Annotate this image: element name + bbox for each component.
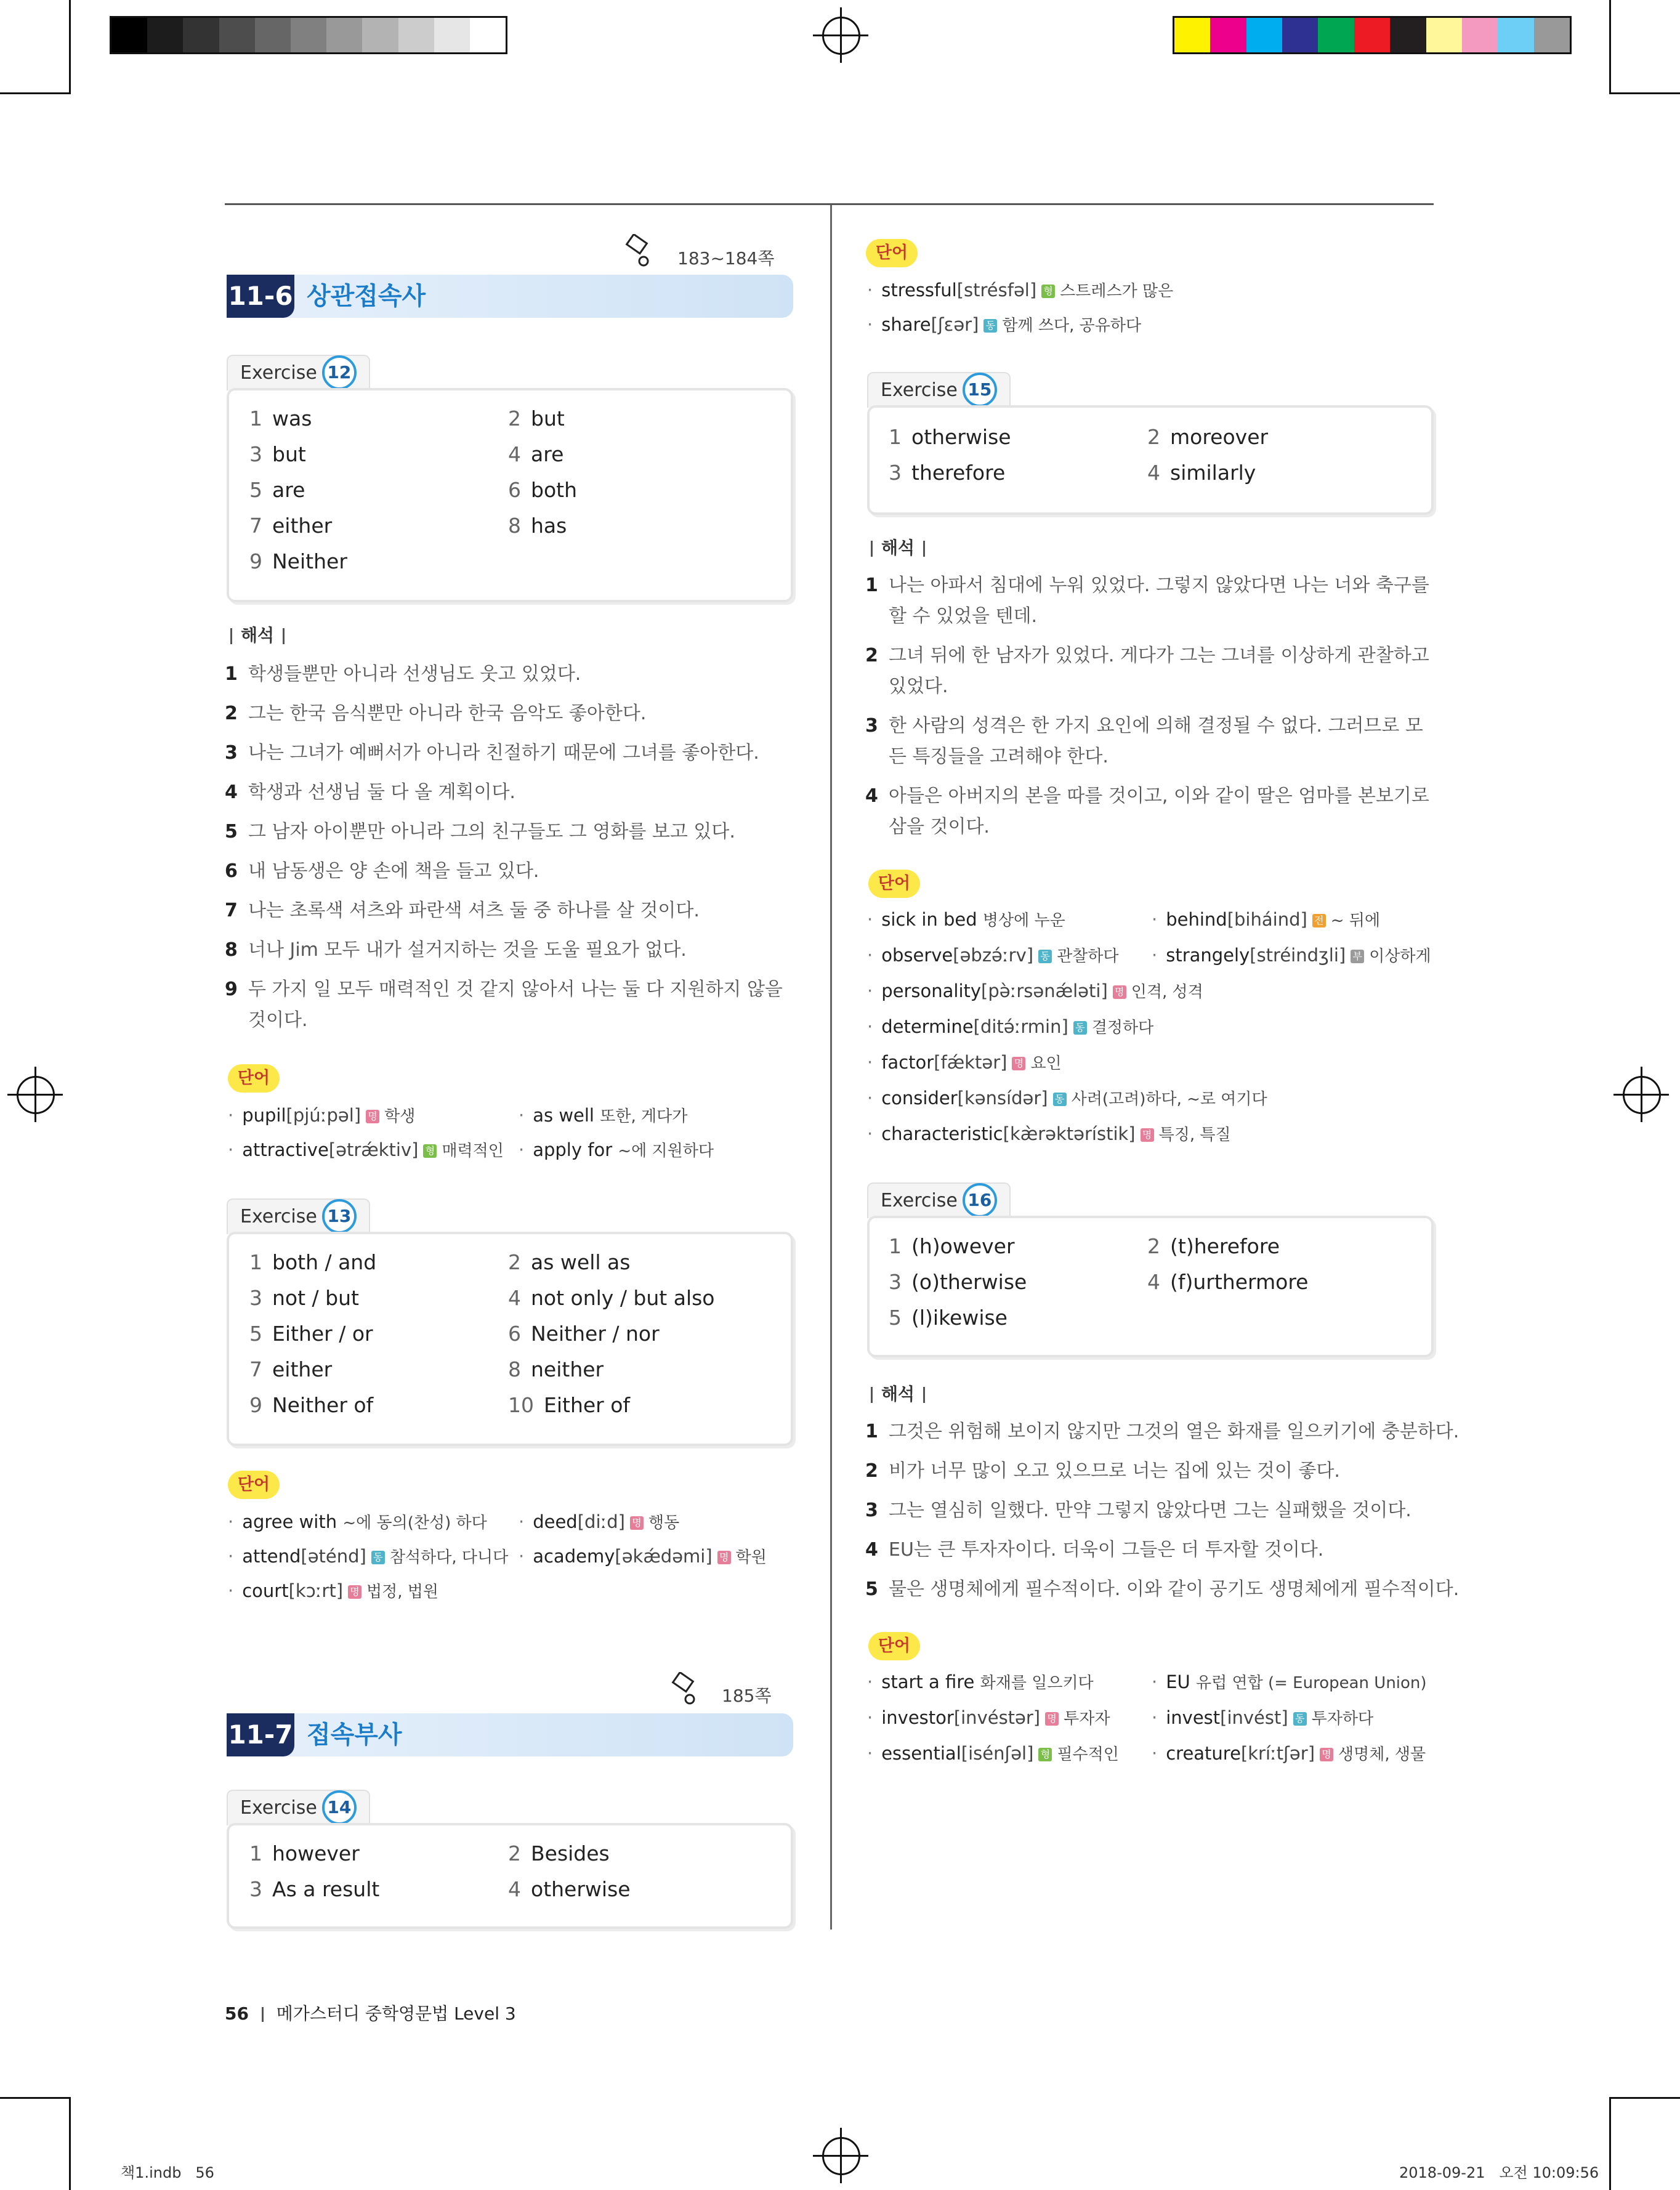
part-of-speech-badge: 동 bbox=[983, 319, 997, 333]
vocab-item: · apply for ~에 지원하다 bbox=[519, 1138, 714, 1161]
exercise-14-tab: Exercise 14 bbox=[227, 1790, 370, 1825]
answer-item: 1 was bbox=[249, 406, 312, 430]
answer-item: 4 are bbox=[508, 442, 564, 466]
vocab-item: · deed[diːd] 명 행동 bbox=[519, 1510, 679, 1533]
answer-item: 2 Besides bbox=[508, 1841, 610, 1865]
book-title: 메가스터디 중학영문법 Level 3 bbox=[276, 2003, 516, 2024]
vocab-item: · pupil[pjúːpəl] 명 학생 bbox=[228, 1104, 415, 1126]
slug-file: 책1.indb 56 bbox=[121, 2164, 214, 2181]
answer-item: 1 (h)owever bbox=[889, 1234, 1015, 1258]
part-of-speech-badge: 동 bbox=[1053, 1093, 1067, 1106]
translation-heading-2: 해석 bbox=[862, 535, 934, 559]
translation-line: 할 수 있었을 텐데. bbox=[889, 605, 1038, 627]
part-of-speech-badge: 명 bbox=[1012, 1057, 1025, 1070]
answer-item: 9 Neither bbox=[249, 549, 347, 573]
translation-line: 있었다. bbox=[889, 676, 948, 697]
section-11-7-header bbox=[227, 1713, 793, 1756]
page-footer bbox=[225, 2000, 516, 2025]
answer-item: 3 but bbox=[249, 442, 306, 466]
vocab-item: · agree with ~에 동의(찬성) 하다 bbox=[228, 1510, 487, 1533]
part-of-speech-badge: 형 bbox=[1038, 1748, 1052, 1761]
section-11-6-title: 상관접속사 bbox=[307, 282, 426, 310]
translation-heading-3: 해석 bbox=[862, 1381, 934, 1405]
translation-line: 5 물은 생명체에게 필수적이다. 이와 같이 공기도 생명체에게 필수적이다. bbox=[865, 1578, 1460, 1600]
answer-item: 9 Neither of bbox=[249, 1393, 374, 1417]
vocab-badge-3: 단어 bbox=[868, 870, 920, 898]
translation-line: 8 너나 Jim 모두 내가 설거지하는 것을 도울 필요가 없다. bbox=[225, 939, 687, 961]
vocab-item: · investor[invéstər] 명 투자자 bbox=[867, 1706, 1110, 1729]
vocab-item: · factor[fǽktər] 명 요인 bbox=[867, 1051, 1062, 1073]
vocab-item: · attend[əténd] 동 참석하다, 다니다 bbox=[228, 1545, 508, 1567]
part-of-speech-badge: 부 bbox=[1351, 950, 1364, 963]
answer-item: 1 both / and bbox=[249, 1250, 377, 1274]
answer-item: 2 (t)herefore bbox=[1147, 1234, 1280, 1258]
answer-item: 8 neither bbox=[508, 1357, 604, 1381]
vocab-item: · personality[pə̀ːrsənǽləti] 명 인격, 성격 bbox=[867, 979, 1203, 1002]
answer-item: 1 however bbox=[249, 1841, 360, 1865]
answer-item: 7 either bbox=[249, 514, 333, 538]
part-of-speech-badge: 명 bbox=[717, 1551, 731, 1564]
translation-line: 3 한 사람의 성격은 한 가지 요인에 의해 결정될 수 없다. 그러므로 모 bbox=[865, 715, 1423, 737]
answer-item: 2 as well as bbox=[508, 1250, 631, 1274]
answer-item: 5 are bbox=[249, 478, 305, 502]
part-of-speech-badge: 동 bbox=[1038, 950, 1052, 963]
vocab-item: · stressful[strésfəl] 형 스트레스가 많은 bbox=[867, 278, 1173, 301]
translation-line: 7 나는 초록색 셔츠와 파란색 셔츠 둘 중 하나를 살 것이다. bbox=[225, 900, 700, 921]
answer-item: 6 both bbox=[508, 478, 577, 502]
answer-item: 3 therefore bbox=[889, 461, 1006, 485]
vocab-badge-2: 단어 bbox=[228, 1471, 280, 1499]
translation-line: 1 그것은 위험해 보이지 않지만 그것의 열은 화재를 일으키기에 충분하다. bbox=[865, 1421, 1460, 1442]
answer-item: 6 Neither / nor bbox=[508, 1322, 660, 1346]
part-of-speech-badge: 형 bbox=[423, 1144, 437, 1158]
part-of-speech-badge: 전 bbox=[1312, 914, 1326, 927]
part-of-speech-badge: 명 bbox=[1113, 985, 1126, 999]
translation-line: 2 그는 한국 음식뿐만 아니라 한국 음악도 좋아한다. bbox=[225, 703, 647, 724]
translation-line: 4 학생과 선생님 둘 다 올 계획이다. bbox=[225, 782, 515, 803]
column-divider bbox=[830, 205, 832, 1929]
vocab-item: · strangely[stréindʒli] 부 이상하게 bbox=[1152, 943, 1431, 966]
part-of-speech-badge: 명 bbox=[1320, 1748, 1333, 1761]
answer-item: 2 moreover bbox=[1147, 425, 1269, 449]
part-of-speech-badge: 명 bbox=[366, 1110, 379, 1123]
part-of-speech-badge: 명 bbox=[1045, 1712, 1059, 1726]
exercise-13-tab: Exercise 13 bbox=[227, 1198, 370, 1234]
vocab-item: · as well 또한, 게다가 bbox=[519, 1104, 687, 1126]
vocab-item: · observe[əbzə́ːrv] 동 관찰하다 bbox=[867, 943, 1119, 966]
translation-line: 1 나는 아파서 침대에 누워 있었다. 그렇지 않았다면 나는 너와 축구를 bbox=[865, 575, 1429, 596]
exercise-15-number: 15 bbox=[963, 373, 997, 407]
grayscale-bar bbox=[110, 16, 507, 54]
color-bar bbox=[1173, 16, 1572, 54]
answer-item: 8 has bbox=[508, 514, 567, 538]
translation-line: 5 그 남자 아이뿐만 아니라 그의 친구들도 그 영화를 보고 있다. bbox=[225, 821, 735, 842]
exercise-16-tab: Exercise 16 bbox=[867, 1182, 1011, 1218]
answer-item: 10 Either of bbox=[508, 1393, 631, 1417]
exercise-16-number: 16 bbox=[963, 1183, 997, 1218]
translation-line: 든 특징들을 고려해야 한다. bbox=[889, 746, 1109, 767]
vocab-item: · academy[əkǽdəmi] 명 학원 bbox=[519, 1545, 767, 1567]
book-icon bbox=[671, 1672, 702, 1709]
section-11-6-header bbox=[227, 275, 793, 318]
exercise-13-number: 13 bbox=[322, 1199, 357, 1234]
section-11-6-number: 11-6 bbox=[227, 275, 294, 318]
vocab-badge-0: 단어 bbox=[866, 239, 918, 267]
exercise-14-box bbox=[227, 1823, 793, 1929]
answer-item: 1 otherwise bbox=[889, 425, 1011, 449]
vocab-item: · creature[kríːtʃər] 명 생명체, 생물 bbox=[1152, 1742, 1426, 1764]
part-of-speech-badge: 동 bbox=[371, 1551, 385, 1564]
translation-line: 9 두 가지 일 모두 매력적인 것 같지 않아서 나는 둘 다 지원하지 않을 bbox=[225, 979, 783, 1000]
vocab-item: · attractive[ətrǽktiv] 형 매력적인 bbox=[228, 1138, 504, 1161]
translation-line: 1 학생들뿐만 아니라 선생님도 웃고 있었다. bbox=[225, 663, 581, 685]
top-rule bbox=[225, 203, 1434, 205]
answer-item: 4 similarly bbox=[1147, 461, 1256, 485]
answer-item: 2 but bbox=[508, 406, 565, 430]
translation-line: 4 EU는 큰 투자자이다. 더욱이 그들은 더 투자할 것이다. bbox=[865, 1539, 1324, 1561]
answer-item: 3 not / but bbox=[249, 1286, 359, 1310]
section-11-7-title: 접속부사 bbox=[307, 1721, 402, 1749]
translation-line: 삼을 것이다. bbox=[889, 816, 990, 838]
translation-line: 4 아들은 아버지의 본을 따를 것이고, 이와 같이 딸은 엄마를 본보기로 bbox=[865, 785, 1429, 807]
part-of-speech-badge: 명 bbox=[1141, 1128, 1154, 1142]
vocab-item: · court[kɔːrt] 명 법정, 법원 bbox=[228, 1579, 438, 1602]
vocab-item: · start a fire 화재를 일으키다 bbox=[867, 1670, 1094, 1693]
answer-item: 4 not only / but also bbox=[508, 1286, 715, 1310]
translation-line: 3 그는 열심히 일했다. 만약 그렇지 않았다면 그는 실패했을 것이다. bbox=[865, 1500, 1411, 1521]
translation-line: 것이다. bbox=[248, 1009, 308, 1031]
page-number: 56 bbox=[225, 2003, 249, 2024]
vocab-item: · share[ʃɛər] 동 함께 쓰다, 공유하다 bbox=[867, 313, 1141, 336]
translation-line: 2 비가 너무 많이 오고 있으므로 너는 집에 있는 것이 좋다. bbox=[865, 1460, 1340, 1482]
translation-line: 2 그녀 뒤에 한 남자가 있었다. 게다가 그는 그녀를 이상하게 관찰하고 bbox=[865, 645, 1429, 666]
exercise-12-number: 12 bbox=[322, 355, 357, 390]
vocab-item: · determine[ditə́ːrmin] 동 결정하다 bbox=[867, 1015, 1153, 1038]
vocab-item: · consider[kənsídər] 동 사려(고려)하다, ~로 여기다 bbox=[867, 1086, 1267, 1109]
answer-item: 4 otherwise bbox=[508, 1877, 631, 1901]
part-of-speech-badge: 동 bbox=[1073, 1021, 1087, 1035]
vocab-item: · invest[invést] 동 투자하다 bbox=[1152, 1706, 1373, 1729]
exercise-15-tab: Exercise 15 bbox=[867, 372, 1011, 408]
slug-date: 2018-09-21 오전 10:09:56 bbox=[1399, 2164, 1599, 2181]
part-of-speech-badge: 명 bbox=[630, 1516, 644, 1530]
exercise-14-number: 14 bbox=[322, 1790, 357, 1825]
answer-item: 5 Either / or bbox=[249, 1322, 373, 1346]
part-of-speech-badge: 명 bbox=[348, 1585, 361, 1599]
exercise-12-tab: Exercise 12 bbox=[227, 355, 370, 390]
vocab-item: · characteristic[kæ̀rəktərístik] 명 특징, 특질 bbox=[867, 1122, 1231, 1145]
registration-mark-bottom bbox=[813, 2128, 868, 2183]
answer-item: 4 (f)urthermore bbox=[1147, 1270, 1309, 1294]
exercise-15-box bbox=[867, 405, 1434, 515]
vocab-badge-1: 단어 bbox=[228, 1064, 280, 1093]
registration-mark-left bbox=[7, 1067, 63, 1122]
translation-heading-1: 해석 bbox=[222, 622, 293, 647]
book-icon bbox=[625, 234, 656, 271]
answer-item: 3 As a result bbox=[249, 1877, 380, 1901]
section-11-7-number: 11-7 bbox=[227, 1713, 294, 1756]
vocab-item: · sick in bed 병상에 누운 bbox=[867, 908, 1065, 931]
section-11-7-pages: 185쪽 bbox=[722, 1686, 772, 1706]
registration-mark-right bbox=[1613, 1067, 1669, 1122]
vocab-item: · essential[isénʃəl] 형 필수적인 bbox=[867, 1742, 1119, 1764]
vocab-badge-4: 단어 bbox=[868, 1632, 920, 1660]
vocab-item: · behind[biháind] 전 ~ 뒤에 bbox=[1152, 908, 1380, 931]
registration-mark-top bbox=[813, 7, 868, 63]
part-of-speech-badge: 형 bbox=[1041, 285, 1055, 298]
answer-item: 3 (o)therwise bbox=[889, 1270, 1027, 1294]
translation-line: 3 나는 그녀가 예뻐서가 아니라 친절하기 때문에 그녀를 좋아한다. bbox=[225, 742, 759, 764]
translation-line: 6 내 남동생은 양 손에 책을 들고 있다. bbox=[225, 860, 539, 882]
answer-item: 7 either bbox=[249, 1357, 333, 1381]
section-11-6-pages: 183~184쪽 bbox=[677, 248, 775, 269]
vocab-item: · EU 유럽 연합 (= European Union) bbox=[1152, 1670, 1427, 1693]
part-of-speech-badge: 동 bbox=[1293, 1712, 1307, 1726]
answer-item: 5 (l)ikewise bbox=[889, 1306, 1008, 1330]
